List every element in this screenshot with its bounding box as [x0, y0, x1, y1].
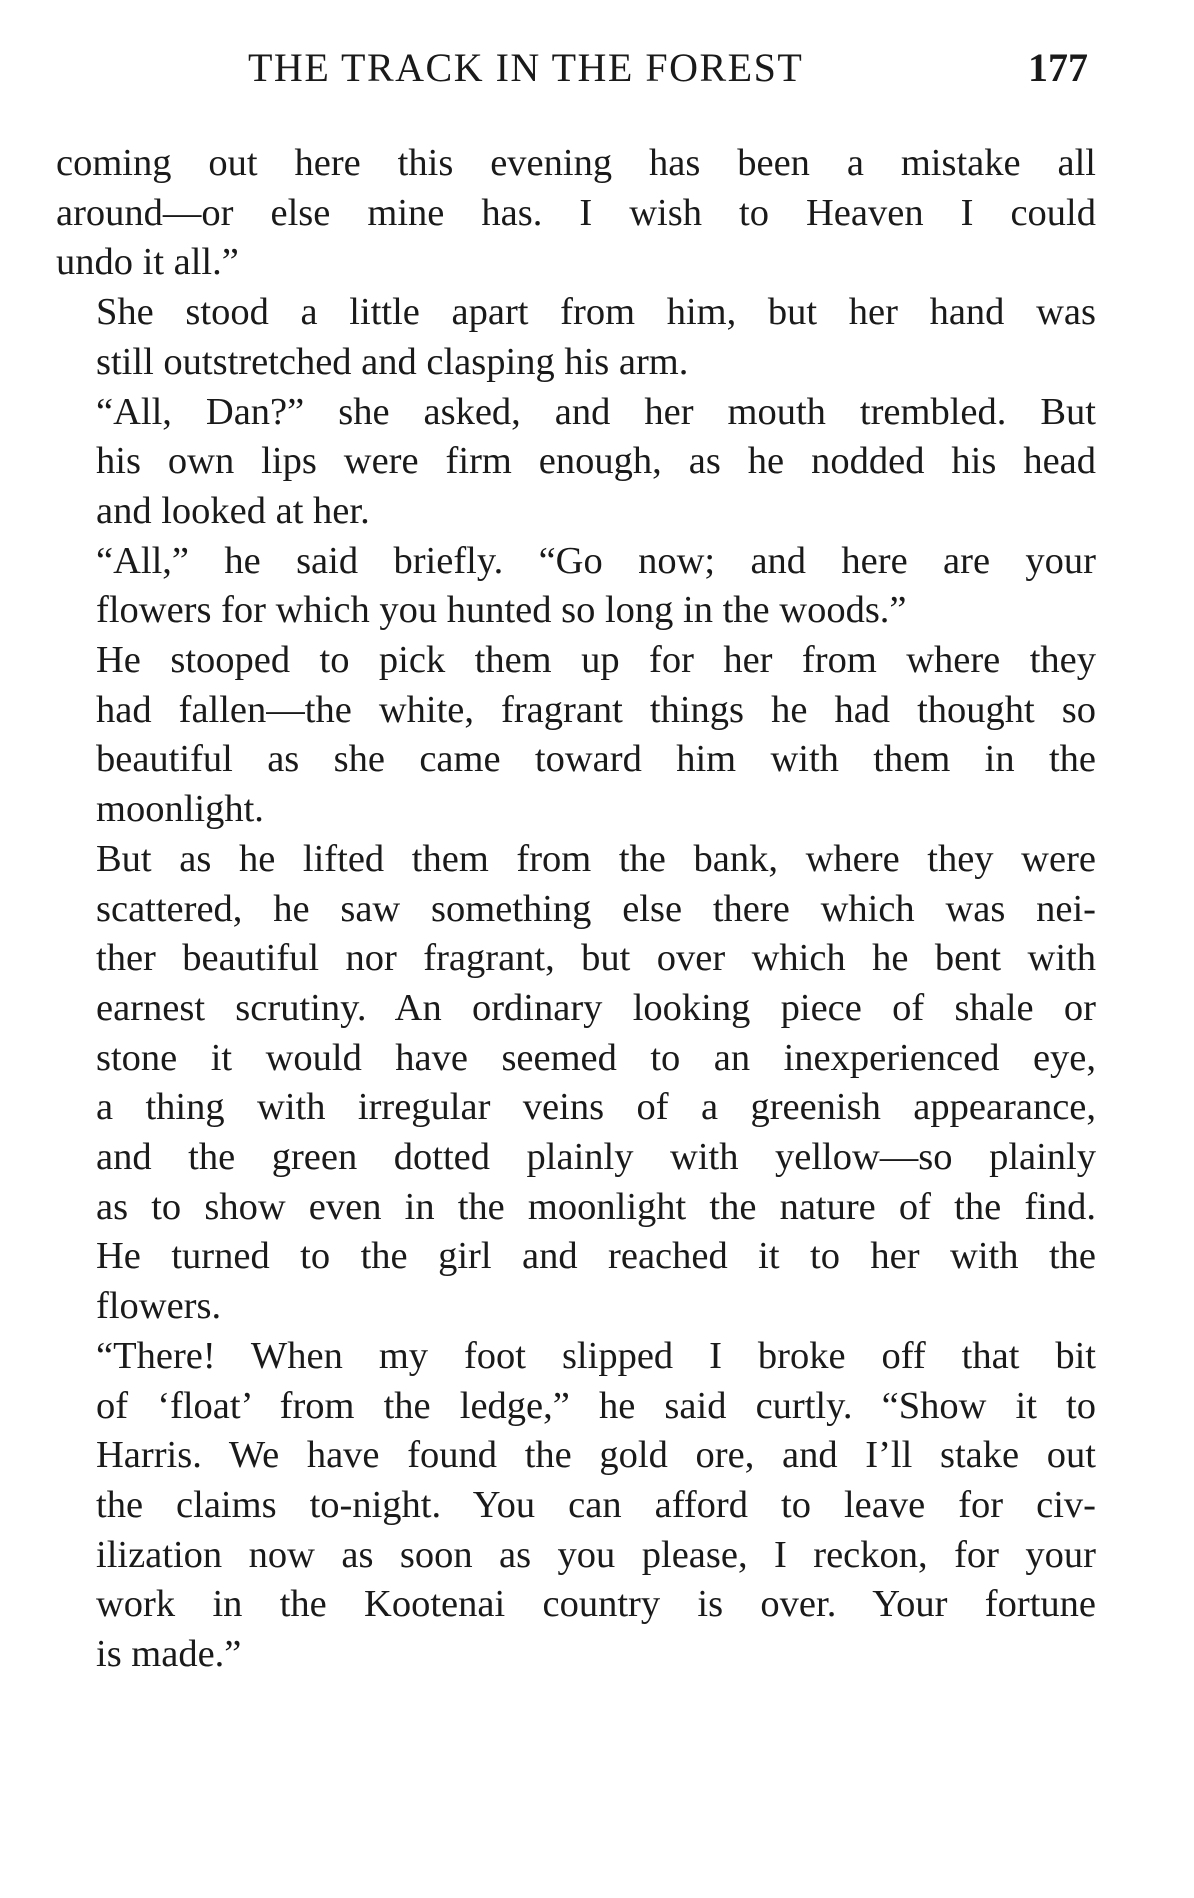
paragraph — [56, 835, 1096, 1233]
text-line: and the green dotted plainly with yellow—so plainly — [96, 1136, 1096, 1179]
text-line: Harris. We have found the gold ore, and I’ll stake out — [96, 1434, 1096, 1477]
paragraph — [56, 537, 1096, 636]
text-line: ther beautiful nor fragrant, but over which he bent with — [96, 937, 1096, 980]
paragraph — [56, 288, 1096, 387]
text-line: But as he lifted them from the bank, where they were — [96, 837, 1096, 880]
text-line: “There! When my foot slipped I broke off that bit — [96, 1334, 1096, 1377]
text-line: of ‘float’ from the ledge,” he said curtly. “Show it to — [96, 1384, 1096, 1427]
text-line: the claims to-night. You can afford to leave for civ- — [96, 1483, 1096, 1526]
text-line: She stood a little apart from him, but her hand was — [96, 291, 1096, 334]
text-line: work in the Kootenai country is over. Your fortune — [96, 1583, 1096, 1626]
text-line: earnest scrutiny. An ordinary looking piece of shale or — [96, 986, 1096, 1029]
paragraph — [56, 1332, 1096, 1680]
running-title: THE TRACK IN THE FOREST — [248, 45, 804, 90]
text-line: had fallen—the white, fragrant things he had thought so — [96, 688, 1096, 731]
text-line: his own lips were firm enough, as he nodded his head — [96, 440, 1096, 483]
text-line: flowers for which you hunted so long in the woods.” — [96, 589, 907, 632]
text-line: “All, Dan?” she asked, and her mouth trembled. But — [96, 390, 1096, 433]
text-line: a thing with irregular veins of a greenish appearance, — [96, 1086, 1096, 1129]
paragraph — [56, 1232, 1096, 1331]
text-line: He turned to the girl and reached it to her with the — [96, 1235, 1096, 1278]
text-line: around—or else mine has. I wish to Heaven I could — [56, 191, 1096, 234]
text-line: stone it would have seemed to an inexperienced eye, — [96, 1036, 1096, 1079]
text-line: still outstretched and clasping his arm. — [96, 340, 689, 383]
running-head — [0, 38, 1194, 98]
text-line: undo it all.” — [56, 241, 239, 284]
text-line: and looked at her. — [96, 489, 370, 532]
text-line: He stooped to pick them up for her from where they — [96, 639, 1096, 682]
text-line: as to show even in the moonlight the nature of the find. — [96, 1185, 1096, 1228]
text-line: flowers. — [96, 1285, 222, 1328]
text-line: ilization now as soon as you please, I reckon, for your — [96, 1533, 1096, 1576]
paragraph — [56, 139, 1096, 288]
text-line: beautiful as she came toward him with them in the — [96, 738, 1096, 781]
text-line: scattered, he saw something else there which was nei- — [96, 887, 1096, 930]
text-line: coming out here this evening has been a mistake all — [56, 142, 1096, 184]
paragraph — [56, 388, 1096, 537]
text-line: moonlight. — [96, 788, 264, 831]
text-line: “All,” he said briefly. “Go now; and here are your — [96, 539, 1096, 582]
body-text — [56, 139, 1096, 1680]
page-number: 177 — [1028, 45, 1088, 90]
paragraph — [56, 636, 1096, 835]
text-line: is made.” — [96, 1633, 242, 1676]
